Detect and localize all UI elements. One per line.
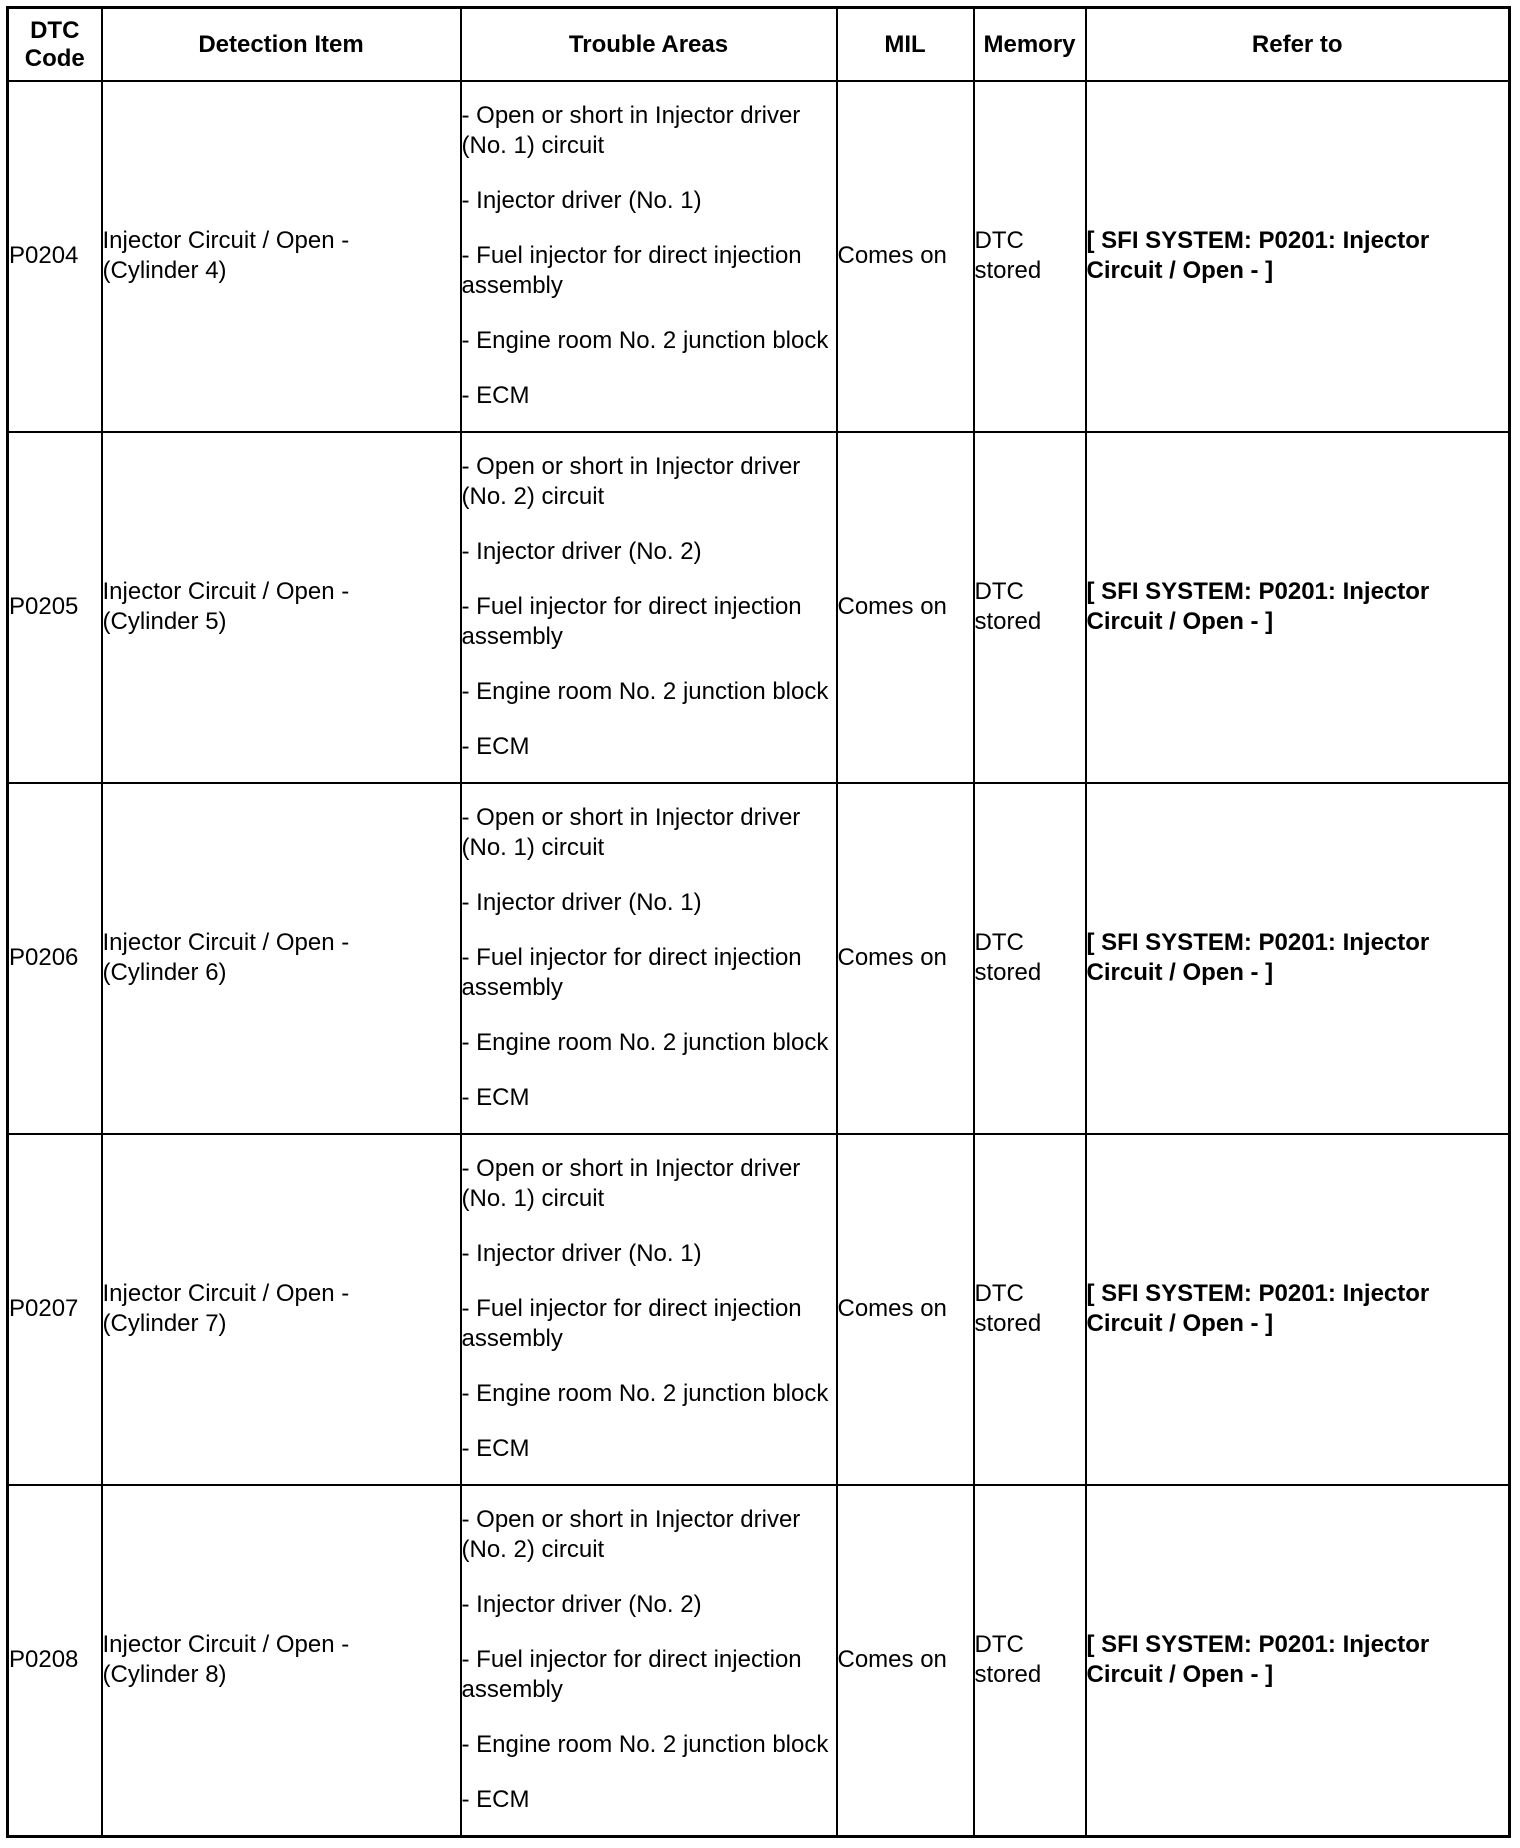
header-detection-item: Detection Item: [102, 8, 461, 82]
refer-to-line: Circuit / Open - ]: [1086, 1661, 1274, 1689]
memory-line: stored: [974, 257, 1042, 285]
refer-to-line: [ SFI SYSTEM: P0201: Injector: [1086, 929, 1430, 957]
table-header-row: [8, 8, 1510, 82]
table-row: [8, 432, 1510, 783]
refer-to-line: [ SFI SYSTEM: P0201: Injector: [1086, 227, 1430, 255]
trouble-areas-list: [462, 101, 836, 411]
header-mil: MIL: [837, 8, 974, 82]
trouble-areas-cell: [461, 783, 837, 1134]
detection-item-line: (Cylinder 6): [102, 959, 227, 987]
trouble-areas-list: [462, 452, 836, 762]
trouble-area-item: - Open or short in Injector driver (No. 1) circuit: [461, 102, 801, 160]
header-dtc-code-line1: DTC: [30, 16, 80, 44]
memory-cell: [974, 1485, 1086, 1837]
trouble-area-item: - Injector driver (No. 2): [461, 1591, 702, 1619]
memory-line: stored: [974, 959, 1042, 987]
mil-cell: Comes on: [837, 1134, 974, 1485]
dtc-code-cell: P0204: [8, 81, 102, 432]
refer-to-line: Circuit / Open - ]: [1086, 608, 1274, 636]
trouble-area-item: - ECM: [461, 1435, 530, 1463]
header-dtc-code-line2: Code: [24, 44, 85, 72]
refer-to-link[interactable]: [1086, 81, 1510, 432]
memory-cell: [974, 432, 1086, 783]
dtc-code-cell: P0206: [8, 783, 102, 1134]
mil-cell: Comes on: [837, 81, 974, 432]
trouble-area-item: - Engine room No. 2 junction block: [461, 1029, 829, 1057]
trouble-area-item: - Engine room No. 2 junction block: [461, 327, 829, 355]
trouble-areas-cell: [461, 1134, 837, 1485]
detection-item-line: Injector Circuit / Open -: [102, 1280, 350, 1308]
memory-line: DTC: [974, 227, 1024, 255]
trouble-areas-cell: [461, 81, 837, 432]
trouble-area-item: - Injector driver (No. 1): [461, 187, 702, 215]
refer-to-link[interactable]: [1086, 432, 1510, 783]
detection-item-cell: [102, 783, 461, 1134]
header-refer-to: Refer to: [1086, 8, 1510, 82]
refer-to-link[interactable]: [1086, 1485, 1510, 1837]
memory-line: stored: [974, 1661, 1042, 1689]
trouble-areas-cell: [461, 432, 837, 783]
memory-cell: [974, 783, 1086, 1134]
header-dtc-code: [8, 8, 102, 82]
trouble-area-item: - Injector driver (No. 1): [461, 889, 702, 917]
trouble-area-item: - ECM: [461, 733, 530, 761]
mil-cell: Comes on: [837, 783, 974, 1134]
mil-cell: Comes on: [837, 432, 974, 783]
refer-to-link[interactable]: [1086, 783, 1510, 1134]
trouble-area-item: - Open or short in Injector driver (No. 1) circuit: [461, 1155, 801, 1213]
trouble-area-item: - Injector driver (No. 1): [461, 1240, 702, 1268]
refer-to-link[interactable]: [1086, 1134, 1510, 1485]
trouble-area-item: - Engine room No. 2 junction block: [461, 1731, 829, 1759]
detection-item-cell: [102, 1485, 461, 1837]
table-row: [8, 783, 1510, 1134]
memory-cell: [974, 1134, 1086, 1485]
trouble-area-item: - Open or short in Injector driver (No. 2) circuit: [461, 1506, 801, 1564]
detection-item-line: (Cylinder 8): [102, 1661, 227, 1689]
detection-item-line: (Cylinder 7): [102, 1310, 227, 1338]
memory-line: stored: [974, 1310, 1042, 1338]
refer-to-line: Circuit / Open - ]: [1086, 257, 1274, 285]
detection-item-line: (Cylinder 5): [102, 608, 227, 636]
trouble-areas-cell: [461, 1485, 837, 1837]
detection-item-line: Injector Circuit / Open -: [102, 578, 350, 606]
header-trouble-areas: Trouble Areas: [461, 8, 837, 82]
dtc-code-cell: P0208: [8, 1485, 102, 1837]
header-memory: Memory: [974, 8, 1086, 82]
dtc-table: [6, 6, 1511, 1838]
trouble-area-item: - ECM: [461, 1786, 530, 1814]
detection-item-line: (Cylinder 4): [102, 257, 227, 285]
trouble-area-item: - Engine room No. 2 junction block: [461, 678, 829, 706]
memory-line: DTC: [974, 1631, 1024, 1659]
refer-to-line: [ SFI SYSTEM: P0201: Injector: [1086, 578, 1430, 606]
detection-item-line: Injector Circuit / Open -: [102, 929, 350, 957]
detection-item-line: Injector Circuit / Open -: [102, 227, 350, 255]
trouble-area-item: - Open or short in Injector driver (No. 2) circuit: [461, 453, 801, 511]
trouble-area-item: - Injector driver (No. 2): [461, 538, 702, 566]
trouble-area-item: - Fuel injector for direct injection assembly: [461, 1295, 802, 1353]
memory-line: DTC: [974, 929, 1024, 957]
trouble-area-item: - Fuel injector for direct injection assembly: [461, 242, 802, 300]
memory-line: DTC: [974, 578, 1024, 606]
refer-to-line: Circuit / Open - ]: [1086, 959, 1274, 987]
refer-to-line: [ SFI SYSTEM: P0201: Injector: [1086, 1280, 1430, 1308]
detection-item-cell: [102, 1134, 461, 1485]
detection-item-cell: [102, 432, 461, 783]
detection-item-line: Injector Circuit / Open -: [102, 1631, 350, 1659]
trouble-area-item: - ECM: [461, 382, 530, 410]
dtc-code-cell: P0205: [8, 432, 102, 783]
trouble-areas-list: [462, 1154, 836, 1464]
trouble-area-item: - Engine room No. 2 junction block: [461, 1380, 829, 1408]
detection-item-cell: [102, 81, 461, 432]
refer-to-line: Circuit / Open - ]: [1086, 1310, 1274, 1338]
mil-cell: Comes on: [837, 1485, 974, 1837]
memory-cell: [974, 81, 1086, 432]
dtc-code-cell: P0207: [8, 1134, 102, 1485]
trouble-areas-list: [462, 803, 836, 1113]
memory-line: DTC: [974, 1280, 1024, 1308]
trouble-area-item: - ECM: [461, 1084, 530, 1112]
table-row: [8, 81, 1510, 432]
memory-line: stored: [974, 608, 1042, 636]
trouble-area-item: - Open or short in Injector driver (No. 1) circuit: [461, 804, 801, 862]
trouble-areas-list: [462, 1505, 836, 1815]
refer-to-line: [ SFI SYSTEM: P0201: Injector: [1086, 1631, 1430, 1659]
trouble-area-item: - Fuel injector for direct injection assembly: [461, 944, 802, 1002]
table-row: [8, 1134, 1510, 1485]
trouble-area-item: - Fuel injector for direct injection assembly: [461, 593, 802, 651]
table-row: [8, 1485, 1510, 1837]
trouble-area-item: - Fuel injector for direct injection assembly: [461, 1646, 802, 1704]
